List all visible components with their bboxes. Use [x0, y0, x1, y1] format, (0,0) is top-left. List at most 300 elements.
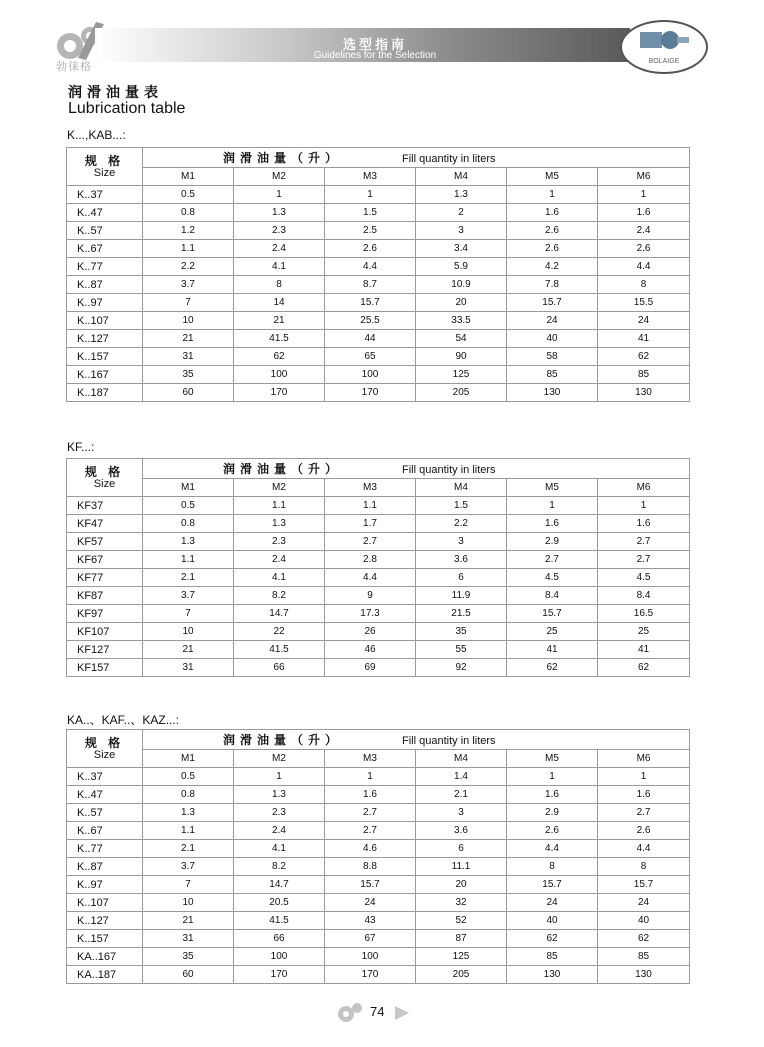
quantity-cell: 3.7 [143, 858, 234, 876]
quantity-cell: 24 [598, 312, 690, 330]
size-cell: K..167 [67, 366, 143, 384]
quantity-cell: 15.7 [507, 876, 598, 894]
table-row [67, 587, 690, 605]
quantity-cell: 24 [507, 312, 598, 330]
fill-header-en: Fill quantity in liters [402, 464, 496, 476]
quantity-cell: 8 [598, 276, 690, 294]
quantity-cell: 130 [598, 384, 690, 402]
quantity-cell: 7 [143, 294, 234, 312]
section-label-ka: KA..、KAF..、KAZ...: [67, 713, 180, 727]
quantity-cell: 1.5 [325, 204, 416, 222]
quantity-cell: 58 [507, 348, 598, 366]
table-row [67, 894, 690, 912]
quantity-cell: 125 [416, 366, 507, 384]
column-header-m6: M6 [598, 750, 690, 768]
size-header-cn: 规 格 [84, 153, 125, 168]
quantity-cell: 22 [234, 623, 325, 641]
quantity-cell: 2.9 [507, 533, 598, 551]
quantity-cell: 7 [143, 605, 234, 623]
gearbox-icon [622, 22, 706, 62]
quantity-cell: 8 [598, 858, 690, 876]
quantity-cell: 4.4 [507, 840, 598, 858]
quantity-cell: 35 [143, 948, 234, 966]
quantity-cell: 0.5 [143, 497, 234, 515]
table-row [67, 822, 690, 840]
quantity-cell: 100 [325, 366, 416, 384]
size-cell: K..107 [67, 894, 143, 912]
size-cell: K..47 [67, 786, 143, 804]
mounting-position-header-row [67, 750, 690, 768]
column-header-m3: M3 [325, 168, 416, 186]
quantity-cell: 2.8 [325, 551, 416, 569]
quantity-cell: 60 [143, 966, 234, 984]
quantity-cell: 21 [143, 641, 234, 659]
page-title-cn: 润滑油量表 [68, 84, 163, 100]
quantity-cell: 2.1 [143, 840, 234, 858]
quantity-cell: 1.6 [325, 786, 416, 804]
column-header-m6: M6 [598, 479, 690, 497]
quantity-cell: 2.7 [598, 533, 690, 551]
quantity-cell: 0.5 [143, 186, 234, 204]
quantity-cell: 170 [234, 384, 325, 402]
size-cell: KA..167 [67, 948, 143, 966]
size-cell: K..97 [67, 876, 143, 894]
table-row [67, 366, 690, 384]
brand-logo-badge [620, 20, 708, 74]
quantity-cell: 0.8 [143, 204, 234, 222]
quantity-cell: 2.4 [234, 240, 325, 258]
quantity-cell: 6 [416, 569, 507, 587]
table-row [67, 605, 690, 623]
size-header-en: Size [93, 477, 116, 490]
footer-arrow-icon [395, 1006, 409, 1020]
quantity-cell: 2.7 [598, 551, 690, 569]
size-cell: K..47 [67, 204, 143, 222]
quantity-cell: 3 [416, 222, 507, 240]
quantity-cell: 35 [143, 366, 234, 384]
quantity-cell: 6 [416, 840, 507, 858]
quantity-cell: 14.7 [234, 876, 325, 894]
quantity-cell: 130 [507, 384, 598, 402]
table-row [67, 204, 690, 222]
quantity-cell: 2.6 [598, 240, 690, 258]
quantity-cell: 1.6 [507, 515, 598, 533]
quantity-cell: 1 [234, 186, 325, 204]
table-row [67, 840, 690, 858]
fill-header-cn: 润滑油量（升） [223, 151, 343, 165]
quantity-cell: 2 [416, 204, 507, 222]
table-header-row [67, 459, 690, 479]
table-row [67, 858, 690, 876]
quantity-cell: 3.4 [416, 240, 507, 258]
table-row [67, 515, 690, 533]
table-row [67, 623, 690, 641]
quantity-cell: 62 [507, 930, 598, 948]
quantity-cell: 2.4 [598, 222, 690, 240]
quantity-cell: 7 [143, 876, 234, 894]
quantity-cell: 52 [416, 912, 507, 930]
quantity-cell: 100 [325, 948, 416, 966]
section-label-kf: KF...: [67, 440, 95, 454]
quantity-cell: 1 [325, 186, 416, 204]
quantity-cell: 4.6 [325, 840, 416, 858]
quantity-cell: 1 [234, 768, 325, 786]
table-header-row [67, 730, 690, 750]
quantity-cell: 170 [234, 966, 325, 984]
size-column-header [67, 730, 143, 768]
quantity-cell: 1.6 [598, 786, 690, 804]
quantity-cell: 1.3 [234, 204, 325, 222]
quantity-cell: 2.6 [507, 822, 598, 840]
fill-quantity-header [143, 148, 690, 168]
table-row [67, 912, 690, 930]
table-row [67, 240, 690, 258]
quantity-cell: 14.7 [234, 605, 325, 623]
table-row [67, 533, 690, 551]
quantity-cell: 62 [598, 659, 690, 677]
quantity-cell: 1 [507, 186, 598, 204]
header-title: 选型指南 [342, 37, 407, 52]
quantity-cell: 125 [416, 948, 507, 966]
section-label-k: K...,KAB...: [67, 128, 126, 142]
quantity-cell: 1.1 [234, 497, 325, 515]
size-cell: K..67 [67, 822, 143, 840]
column-header-m3: M3 [325, 479, 416, 497]
quantity-cell: 41.5 [234, 330, 325, 348]
table-row [67, 348, 690, 366]
quantity-cell: 92 [416, 659, 507, 677]
quantity-cell: 21 [143, 330, 234, 348]
quantity-cell: 66 [234, 659, 325, 677]
size-cell: KF157 [67, 659, 143, 677]
quantity-cell: 62 [598, 930, 690, 948]
table-row [67, 768, 690, 786]
quantity-cell: 1.3 [416, 186, 507, 204]
fill-header-en: Fill quantity in liters [402, 735, 496, 747]
quantity-cell: 1.1 [143, 822, 234, 840]
quantity-cell: 62 [507, 659, 598, 677]
table-header-row [67, 148, 690, 168]
quantity-cell: 2.1 [416, 786, 507, 804]
quantity-cell: 15.7 [325, 876, 416, 894]
quantity-cell: 35 [416, 623, 507, 641]
quantity-cell: 85 [598, 366, 690, 384]
quantity-cell: 10 [143, 894, 234, 912]
quantity-cell: 2.4 [234, 551, 325, 569]
quantity-cell: 8.2 [234, 858, 325, 876]
size-header-en: Size [93, 748, 116, 761]
quantity-cell: 1.3 [234, 786, 325, 804]
quantity-cell: 46 [325, 641, 416, 659]
quantity-cell: 62 [234, 348, 325, 366]
quantity-cell: 7.8 [507, 276, 598, 294]
quantity-cell: 1.2 [143, 222, 234, 240]
table-row [67, 294, 690, 312]
quantity-cell: 14 [234, 294, 325, 312]
quantity-cell: 1 [507, 768, 598, 786]
size-header-cn: 规 格 [84, 464, 125, 479]
column-header-m5: M5 [507, 750, 598, 768]
quantity-cell: 90 [416, 348, 507, 366]
table-row [67, 659, 690, 677]
page-number: 74 [370, 1004, 385, 1019]
mounting-position-header-row [67, 479, 690, 497]
quantity-cell: 2.7 [507, 551, 598, 569]
brand-name-left: 勃徕格 [56, 61, 92, 73]
quantity-cell: 11.9 [416, 587, 507, 605]
size-cell: KF47 [67, 515, 143, 533]
quantity-cell: 25.5 [325, 312, 416, 330]
quantity-cell: 100 [234, 948, 325, 966]
column-header-m1: M1 [143, 479, 234, 497]
lubrication-table-kf [66, 458, 690, 677]
quantity-cell: 85 [598, 948, 690, 966]
size-cell: K..127 [67, 912, 143, 930]
table-row [67, 966, 690, 984]
fill-header-en: Fill quantity in liters [402, 153, 496, 165]
quantity-cell: 2.6 [507, 222, 598, 240]
column-header-m4: M4 [416, 479, 507, 497]
quantity-cell: 1 [598, 497, 690, 515]
column-header-m4: M4 [416, 168, 507, 186]
column-header-m5: M5 [507, 479, 598, 497]
quantity-cell: 1 [598, 186, 690, 204]
quantity-cell: 20 [416, 294, 507, 312]
quantity-cell: 1.4 [416, 768, 507, 786]
size-cell: K..67 [67, 240, 143, 258]
quantity-cell: 55 [416, 641, 507, 659]
quantity-cell: 62 [598, 348, 690, 366]
quantity-cell: 10 [143, 623, 234, 641]
quantity-cell: 3 [416, 804, 507, 822]
fill-header-cn: 润滑油量（升） [223, 733, 343, 747]
quantity-cell: 2.1 [143, 569, 234, 587]
quantity-cell: 2.2 [143, 258, 234, 276]
page-title-en: Lubrication table [68, 100, 186, 117]
quantity-cell: 2.6 [507, 240, 598, 258]
quantity-cell: 1 [325, 768, 416, 786]
quantity-cell: 205 [416, 384, 507, 402]
quantity-cell: 85 [507, 948, 598, 966]
quantity-cell: 40 [507, 330, 598, 348]
quantity-cell: 2.3 [234, 222, 325, 240]
size-cell: K..87 [67, 858, 143, 876]
table-row [67, 330, 690, 348]
quantity-cell: 1.6 [507, 204, 598, 222]
quantity-cell: 41.5 [234, 641, 325, 659]
quantity-cell: 4.2 [507, 258, 598, 276]
quantity-cell: 65 [325, 348, 416, 366]
quantity-cell: 69 [325, 659, 416, 677]
table-row [67, 276, 690, 294]
quantity-cell: 20 [416, 876, 507, 894]
quantity-cell: 3 [416, 533, 507, 551]
quantity-cell: 2.7 [325, 822, 416, 840]
quantity-cell: 0.8 [143, 786, 234, 804]
quantity-cell: 1.3 [143, 533, 234, 551]
quantity-cell: 41 [507, 641, 598, 659]
page-header [0, 0, 764, 80]
quantity-cell: 4.1 [234, 840, 325, 858]
quantity-cell: 11.1 [416, 858, 507, 876]
quantity-cell: 2.6 [325, 240, 416, 258]
size-cell: KF37 [67, 497, 143, 515]
quantity-cell: 33.5 [416, 312, 507, 330]
quantity-cell: 4.1 [234, 258, 325, 276]
quantity-cell: 1.5 [416, 497, 507, 515]
quantity-cell: 17.3 [325, 605, 416, 623]
table-row [67, 551, 690, 569]
quantity-cell: 2.3 [234, 804, 325, 822]
quantity-cell: 31 [143, 348, 234, 366]
quantity-cell: 40 [598, 912, 690, 930]
size-cell: K..37 [67, 186, 143, 204]
size-cell: K..107 [67, 312, 143, 330]
quantity-cell: 10 [143, 312, 234, 330]
quantity-cell: 3.7 [143, 587, 234, 605]
size-cell: K..77 [67, 258, 143, 276]
size-cell: K..157 [67, 348, 143, 366]
size-column-header [67, 148, 143, 186]
quantity-cell: 25 [507, 623, 598, 641]
quantity-cell: 41 [598, 641, 690, 659]
size-cell: K..37 [67, 768, 143, 786]
quantity-cell: 0.5 [143, 768, 234, 786]
quantity-cell: 26 [325, 623, 416, 641]
size-cell: K..127 [67, 330, 143, 348]
quantity-cell: 21.5 [416, 605, 507, 623]
quantity-cell: 1.3 [143, 804, 234, 822]
table-row [67, 497, 690, 515]
quantity-cell: 1 [507, 497, 598, 515]
size-cell: K..57 [67, 804, 143, 822]
quantity-cell: 43 [325, 912, 416, 930]
size-cell: K..97 [67, 294, 143, 312]
brand-name-right: BOLAIGE [648, 58, 680, 65]
table-row [67, 876, 690, 894]
size-cell: K..157 [67, 930, 143, 948]
quantity-cell: 2.3 [234, 533, 325, 551]
quantity-cell: 67 [325, 930, 416, 948]
size-cell: KF87 [67, 587, 143, 605]
quantity-cell: 15.7 [598, 876, 690, 894]
quantity-cell: 2.6 [598, 822, 690, 840]
table-row [67, 312, 690, 330]
size-cell: KF127 [67, 641, 143, 659]
mounting-position-header-row [67, 168, 690, 186]
quantity-cell: 15.7 [507, 605, 598, 623]
table-row [67, 948, 690, 966]
quantity-cell: 100 [234, 366, 325, 384]
quantity-cell: 1.6 [598, 515, 690, 533]
quantity-cell: 21 [234, 312, 325, 330]
lubrication-table-ka [66, 729, 690, 984]
quantity-cell: 8.2 [234, 587, 325, 605]
quantity-cell: 130 [598, 966, 690, 984]
column-header-m4: M4 [416, 750, 507, 768]
size-column-header [67, 459, 143, 497]
quantity-cell: 20.5 [234, 894, 325, 912]
size-cell: K..187 [67, 384, 143, 402]
quantity-cell: 24 [507, 894, 598, 912]
quantity-cell: 24 [598, 894, 690, 912]
table-row [67, 384, 690, 402]
lubrication-table-k [66, 147, 690, 402]
size-cell: KF67 [67, 551, 143, 569]
quantity-cell: 4.4 [598, 840, 690, 858]
quantity-cell: 40 [507, 912, 598, 930]
quantity-cell: 3.6 [416, 822, 507, 840]
quantity-cell: 3.6 [416, 551, 507, 569]
quantity-cell: 9 [325, 587, 416, 605]
quantity-cell: 8 [507, 858, 598, 876]
quantity-cell: 4.4 [325, 258, 416, 276]
quantity-cell: 4.5 [598, 569, 690, 587]
quantity-cell: 44 [325, 330, 416, 348]
quantity-cell: 2.7 [325, 533, 416, 551]
column-header-m5: M5 [507, 168, 598, 186]
quantity-cell: 2.9 [507, 804, 598, 822]
quantity-cell: 5.9 [416, 258, 507, 276]
size-cell: KA..187 [67, 966, 143, 984]
quantity-cell: 24 [325, 894, 416, 912]
quantity-cell: 4.4 [598, 258, 690, 276]
quantity-cell: 1.1 [325, 497, 416, 515]
quantity-cell: 130 [507, 966, 598, 984]
quantity-cell: 8 [234, 276, 325, 294]
quantity-cell: 2.2 [416, 515, 507, 533]
table-row [67, 569, 690, 587]
quantity-cell: 85 [507, 366, 598, 384]
quantity-cell: 1.7 [325, 515, 416, 533]
column-header-m3: M3 [325, 750, 416, 768]
size-cell: KF57 [67, 533, 143, 551]
quantity-cell: 60 [143, 384, 234, 402]
table-row [67, 641, 690, 659]
table-row [67, 186, 690, 204]
table-row [67, 930, 690, 948]
quantity-cell: 4.1 [234, 569, 325, 587]
size-cell: KF107 [67, 623, 143, 641]
fill-header-cn: 润滑油量（升） [223, 462, 343, 476]
quantity-cell: 0.8 [143, 515, 234, 533]
quantity-cell: 15.7 [325, 294, 416, 312]
quantity-cell: 87 [416, 930, 507, 948]
table-row [67, 804, 690, 822]
header-subtitle: Guidelines for the Selection [313, 50, 437, 61]
quantity-cell: 2.7 [598, 804, 690, 822]
fill-quantity-header [143, 730, 690, 750]
quantity-cell: 10.9 [416, 276, 507, 294]
column-header-m2: M2 [234, 479, 325, 497]
quantity-cell: 66 [234, 930, 325, 948]
column-header-m2: M2 [234, 750, 325, 768]
quantity-cell: 21 [143, 912, 234, 930]
quantity-cell: 170 [325, 384, 416, 402]
quantity-cell: 205 [416, 966, 507, 984]
quantity-cell: 41.5 [234, 912, 325, 930]
quantity-cell: 31 [143, 659, 234, 677]
quantity-cell: 1.1 [143, 551, 234, 569]
quantity-cell: 16.5 [598, 605, 690, 623]
size-cell: K..77 [67, 840, 143, 858]
quantity-cell: 3.7 [143, 276, 234, 294]
table-row [67, 786, 690, 804]
quantity-cell: 8.4 [598, 587, 690, 605]
quantity-cell: 15.7 [507, 294, 598, 312]
quantity-cell: 8.8 [325, 858, 416, 876]
quantity-cell: 1 [598, 768, 690, 786]
